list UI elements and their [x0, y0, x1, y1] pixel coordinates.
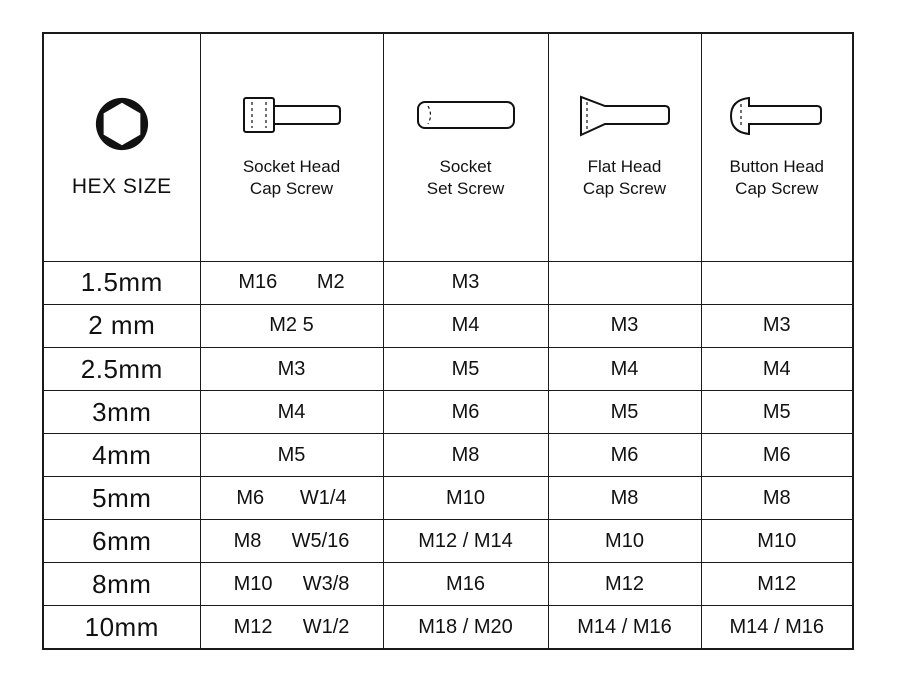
flat-head-cell: M4	[548, 347, 701, 390]
socket-head-title-line2: Cap Screw	[249, 179, 334, 199]
socket-head-cell: M4	[200, 391, 383, 434]
button-head-title-line2: Cap Screw	[735, 179, 819, 199]
table-row	[43, 261, 853, 304]
set-screw-cell: M8	[383, 434, 548, 477]
hex-size-label: HEX SIZE	[71, 175, 172, 199]
set-screw-cell: M5	[383, 347, 548, 390]
socket-head-value: W1/4	[299, 486, 347, 509]
set-screw-title-line2: Set Screw	[426, 179, 505, 199]
hex-size-table	[42, 32, 854, 650]
table-row	[43, 477, 853, 520]
flat-head-cell: M8	[548, 477, 701, 520]
socket-set-screw-icon	[414, 94, 518, 138]
table-row	[43, 520, 853, 563]
button-head-cap-screw-icon	[725, 94, 829, 138]
hex-key-chart	[42, 32, 852, 650]
socket-head-value: M16	[238, 271, 278, 294]
socket-head-cell: M5	[200, 434, 383, 477]
socket-head-value: M10	[233, 572, 273, 595]
set-screw-title-line1: Socket	[439, 157, 492, 177]
hexagon-icon	[93, 95, 151, 153]
socket-head-cap-screw-header	[200, 33, 383, 261]
hex-size-cell: 4mm	[43, 434, 200, 477]
hex-size-cell: 10mm	[43, 606, 200, 649]
table-row	[43, 563, 853, 606]
hex-size-cell: 2.5mm	[43, 347, 200, 390]
button-head-cell: M14 / M16	[701, 606, 853, 649]
set-screw-cell: M4	[383, 304, 548, 347]
socket-head-cell	[200, 563, 383, 606]
socket-head-cell	[200, 261, 383, 304]
hex-size-cell: 6mm	[43, 520, 200, 563]
flat-head-cell	[548, 261, 701, 304]
set-screw-cell: M18 / M20	[383, 606, 548, 649]
button-head-cell: M10	[701, 520, 853, 563]
socket-head-cell	[200, 477, 383, 520]
flat-head-cap-screw-header	[548, 33, 701, 261]
flat-head-cell: M14 / M16	[548, 606, 701, 649]
socket-head-cell	[200, 606, 383, 649]
set-screw-cell: M6	[383, 391, 548, 434]
socket-head-value: M12	[233, 615, 273, 638]
socket-head-title-line1: Socket Head	[242, 157, 341, 177]
button-head-cell: M8	[701, 477, 853, 520]
set-screw-cell: M16	[383, 563, 548, 606]
hex-size-cell: 5mm	[43, 477, 200, 520]
socket-set-screw-header	[383, 33, 548, 261]
flat-head-cell: M10	[548, 520, 701, 563]
button-head-cap-screw-header	[701, 33, 853, 261]
button-head-cell: M5	[701, 391, 853, 434]
socket-head-cell: M3	[200, 347, 383, 390]
table-row	[43, 304, 853, 347]
set-screw-cell: M3	[383, 261, 548, 304]
flat-head-cell: M12	[548, 563, 701, 606]
table-row	[43, 434, 853, 477]
socket-head-cell	[200, 520, 383, 563]
socket-head-value: W1/2	[302, 615, 350, 638]
header-row	[43, 33, 853, 261]
socket-head-value: W5/16	[291, 529, 350, 552]
table-row	[43, 391, 853, 434]
hex-size-cell: 2 mm	[43, 304, 200, 347]
hex-size-header	[43, 33, 200, 261]
button-head-cell: M6	[701, 434, 853, 477]
socket-head-value: M2	[316, 271, 345, 294]
socket-head-cell: M2 5	[200, 304, 383, 347]
flat-head-cell: M5	[548, 391, 701, 434]
button-head-title-line1: Button Head	[729, 157, 824, 177]
table-row	[43, 606, 853, 649]
button-head-cell: M4	[701, 347, 853, 390]
button-head-cell: M12	[701, 563, 853, 606]
button-head-cell	[701, 261, 853, 304]
flat-head-cap-screw-icon	[573, 94, 677, 138]
set-screw-cell: M12 / M14	[383, 520, 548, 563]
socket-head-value: M6	[236, 486, 265, 509]
socket-head-value: M8	[233, 529, 262, 552]
button-head-cell: M3	[701, 304, 853, 347]
hex-size-cell: 1.5mm	[43, 261, 200, 304]
table-row	[43, 347, 853, 390]
set-screw-cell: M10	[383, 477, 548, 520]
flat-head-title-line2: Cap Screw	[582, 179, 667, 199]
socket-head-value: W3/8	[302, 572, 350, 595]
flat-head-cell: M3	[548, 304, 701, 347]
flat-head-title-line1: Flat Head	[587, 157, 662, 177]
flat-head-cell: M6	[548, 434, 701, 477]
hex-size-cell: 3mm	[43, 391, 200, 434]
hex-size-cell: 8mm	[43, 563, 200, 606]
socket-head-cap-screw-icon	[240, 94, 344, 138]
